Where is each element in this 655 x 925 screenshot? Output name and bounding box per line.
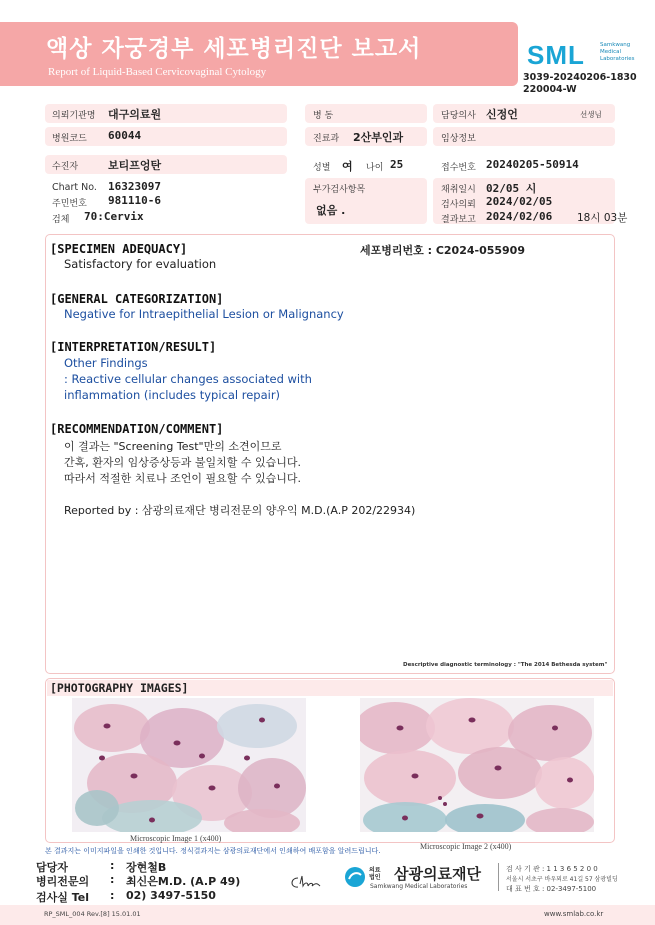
extra-value: 없음 . <box>316 204 346 217</box>
foundation-prefix: 의료 법인 <box>369 867 381 881</box>
request-label: 검사의뢰 <box>441 200 476 210</box>
age-label: 나이 <box>366 163 384 173</box>
interpretation-line-2: : Reactive cellular changes associated with <box>64 372 312 386</box>
report-code: 3039-20240206-1830 220004-W <box>523 72 637 95</box>
lab-tel-label: 검사실 Tel <box>36 891 89 904</box>
recommendation-heading: [RECOMMENDATION/COMMENT] <box>50 422 224 436</box>
charge-label: 담당자 <box>36 861 68 874</box>
sex-label: 성별 <box>313 163 331 173</box>
interpretation-line-1: Other Findings <box>64 356 148 370</box>
photography-heading: [PHOTOGRAPHY IMAGES] <box>50 681 189 695</box>
patient-value: 보티프엉탄 <box>108 159 162 172</box>
foundation-name: 삼광의료재단 <box>394 865 481 883</box>
result-time: 18시 03분 <box>577 212 628 224</box>
adequacy-heading: [SPECIMEN ADEQUACY] <box>50 242 188 256</box>
lab-address: 서울시 서초구 바우뫼로 41길 57 삼광빌딩 <box>506 876 618 883</box>
lab-tel-sep: : <box>110 889 115 902</box>
charge-sep: : <box>110 859 115 872</box>
request-value: 2024/02/05 <box>486 195 553 208</box>
charge-value: 장현철B <box>126 861 167 874</box>
result-label: 결과보고 <box>441 215 476 225</box>
microscopic-image-2 <box>360 698 594 832</box>
interpretation-heading: [INTERPRETATION/RESULT] <box>50 340 217 354</box>
sml-logo-subtext: Samkwang Medical Laboratories <box>600 42 635 62</box>
adequacy-text: Satisfactory for evaluation <box>64 257 217 271</box>
recommendation-line-1: 이 결과는 "Screening Test"만의 소견이므로 <box>64 440 282 453</box>
institution-value: 대구의료원 <box>108 108 162 121</box>
receipt-value: 20240205-50914 <box>486 158 579 171</box>
department-value: 2산부인과 <box>353 131 404 144</box>
pathologist-label: 병리전문의 <box>36 875 90 888</box>
form-code: RP_SML_004 Rev.[8] 15.01.01 <box>44 910 141 918</box>
interpretation-line-3: inflammation (includes typical repair) <box>64 388 281 402</box>
terminology-note: Descriptive diagnostic terminology : "The 2014 Bethesda system" <box>403 662 608 668</box>
foundation-logo-icon <box>344 866 366 888</box>
age-value: 25 <box>390 158 404 171</box>
handwritten-signature <box>288 870 330 892</box>
clinical-label: 임상정보 <box>441 134 476 144</box>
cytology-number: 세포병리번호 : C2024-055909 <box>360 244 525 257</box>
institution-label: 의뢰기관명 <box>52 111 96 121</box>
patient-label: 수진자 <box>52 162 79 172</box>
general-heading: [GENERAL CATEGORIZATION] <box>50 292 224 306</box>
chart-value: 16323097 <box>108 180 161 193</box>
sex-value: 여 <box>342 160 353 173</box>
website-link[interactable]: www.smlab.co.kr <box>544 910 604 918</box>
collect-label: 채취일시 <box>441 185 476 195</box>
report-title: 액상 자궁경부 세포병리진단 보고서 <box>46 36 422 62</box>
recommendation-line-3: 따라서 적절한 치료나 조언이 필요할 수 있습니다. <box>64 472 301 485</box>
specimen-value: 70:Cervix <box>84 210 144 223</box>
lab-license: 검 사 기 관 : 1 1 3 6 5 2 0 0 <box>506 865 598 873</box>
sml-logo: SML <box>527 40 585 70</box>
hospital-code-value: 60044 <box>108 129 142 142</box>
print-warning: 본 결과지는 이미지파일을 인쇄한 것입니다. 정식결과지는 삼광의료재단에서 인쇄하여 배포함을 알려드립니다. <box>45 847 381 855</box>
patient-cell <box>45 155 287 174</box>
id-value: 981110-6 <box>108 194 161 207</box>
foundation-english: Samkwang Medical Laboratories <box>370 883 468 890</box>
specimen-label: 검체 <box>52 215 70 225</box>
image-1-caption: Microscopic Image 1 (x400) <box>130 834 222 843</box>
reported-by: Reported by : 삼광의료재단 병리전문의 양우익 M.D.(A.P 202/22934) <box>64 504 416 517</box>
recommendation-line-2: 간혹, 환자의 임상증상등과 불일치할 수 있습니다. <box>64 456 301 469</box>
pathologist-sep: : <box>110 873 115 886</box>
doctor-label: 담당의사 <box>441 111 476 121</box>
doctor-value: 신정언 <box>486 108 518 121</box>
lab-main-phone: 대 표 번 호 : 02-3497-5100 <box>506 885 597 893</box>
report-subtitle: Report of Liquid-Based Cervicovaginal Cytology <box>48 66 267 78</box>
image-2-caption: Microscopic Image 2 (x400) <box>420 842 512 851</box>
extra-label: 부가검사항목 <box>313 185 366 195</box>
divider <box>498 863 499 891</box>
chart-label: Chart No. <box>52 182 97 193</box>
doctor-suffix: 선생님 <box>580 110 602 119</box>
general-text: Negative for Intraepithelial Lesion or Malignancy <box>64 307 344 321</box>
receipt-label: 접수번호 <box>441 163 476 173</box>
id-label: 주민번호 <box>52 199 87 209</box>
hospital-code-label: 병원코드 <box>52 134 87 144</box>
pathologist-value: 최신은M.D. (A.P 49) <box>126 875 241 888</box>
lab-tel-value: 02) 3497-5150 <box>126 889 216 902</box>
result-value: 2024/02/06 <box>486 210 553 223</box>
ward-label: 병 동 <box>313 111 334 121</box>
collect-value: 02/05 시 <box>486 182 537 195</box>
department-label: 진료과 <box>313 134 340 144</box>
microscopic-image-1 <box>72 698 306 832</box>
